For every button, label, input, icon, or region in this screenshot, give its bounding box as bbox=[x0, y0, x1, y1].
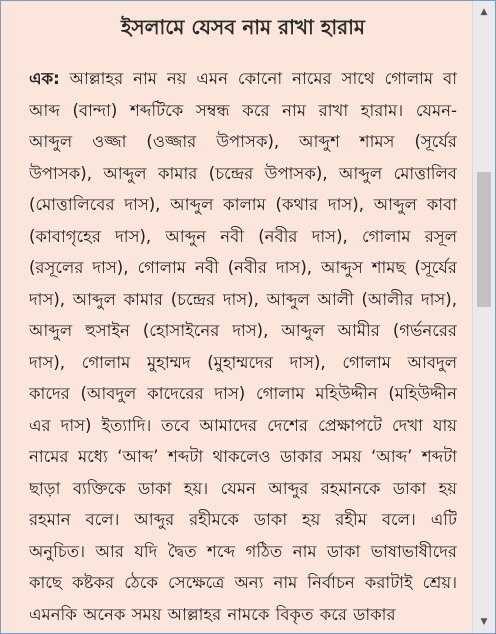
scroll-down-arrow-icon[interactable]: ▼ bbox=[480, 617, 488, 627]
paragraph-line: কাদের (আবদুল কাদেরের দাস) গোলাম মহিউদ্দীন (মহিউদ্দীন bbox=[29, 384, 457, 403]
paragraph-line: (রসূলের দাস), গোলাম নবী (নবীর দাস), আব্দুস শামছ (সূর্যের bbox=[29, 258, 457, 277]
paragraph-line: উপাসক), আব্দুল কামার (চন্দ্রের উপাসক), আব্দুল মোত্তালিব bbox=[29, 163, 457, 183]
scroll-up-arrow-icon[interactable]: ▲ bbox=[480, 7, 488, 17]
paragraph-line: দাস), গোলাম মুহাম্মদ (মুহাম্মদের দাস), গোলাম আবদুল bbox=[29, 352, 457, 372]
scrollbar-thumb[interactable] bbox=[477, 172, 491, 307]
point-label: এক: bbox=[29, 69, 60, 88]
paragraph-line: এর দাস) ইত্যাদি। তবে আমাদের দেশের প্রেক্ষাপটে দেখা যায় bbox=[29, 415, 457, 435]
article-title: ইসলামে যেসব নাম রাখা হারাম bbox=[120, 15, 366, 39]
paragraph-line: এক: আল্লাহর নাম নয় এমন কোনো নামের সাথে গোলাম বা bbox=[29, 69, 457, 88]
article-paragraph bbox=[29, 63, 457, 630]
paragraph-line: রহমান বলে। আব্দুর রহীমকে ডাকা হয় রহীম বলে। এটি bbox=[29, 510, 457, 529]
paragraph-line: কাছে কষ্টকর ঠেকে সেক্ষেত্রে অন্য নাম নির্বাচন করাটাই শ্রেয়। bbox=[29, 573, 457, 592]
vertical-scrollbar[interactable] bbox=[472, 1, 495, 633]
paragraph-line: অনুচিত। আর যদি দ্বৈত শব্দে গঠিত নাম ডাকা ভাষাভাষীদের bbox=[29, 541, 457, 561]
paragraph-line: দাস), আব্দুল কামার (চন্দ্রের দাস), আব্দুল আলী (আলীর দাস), bbox=[29, 289, 457, 309]
paragraph-line: আব্দ (বান্দা) শব্দটিকে সম্বন্ধ করে নাম রাখা হারাম। যেমন- bbox=[29, 100, 457, 120]
paragraph-line: (কাবাগৃহের দাস), আব্দুন নবী (নবীর দাস), গোলাম রসূল bbox=[29, 226, 457, 246]
article-content bbox=[1, 1, 471, 633]
paragraph-line: আব্দুল ওজ্জা (ওজ্জার উপাসক), আব্দুশ শামস (সূর্যের bbox=[29, 132, 457, 151]
paragraph-line: ছাড়া ব্যক্তিকে ডাকা হয়। যেমন আব্দুর রহমানকে ডাকা হয় bbox=[29, 478, 457, 498]
paragraph-line: নামের মধ্যে ‘আব্দ’ শব্দটা থাকলেও ডাকার সময় ‘আব্দ’ শব্দটা bbox=[29, 447, 457, 466]
paragraph-line: এমনকি অনেক সময় আল্লাহর নামকে বিকৃত করে ডাকার bbox=[29, 604, 396, 624]
paragraph-line: (মোত্তালিবের দাস), আব্দুল কালাম (কথার দাস), আব্দুল কাবা bbox=[29, 195, 457, 214]
paragraph-line: আব্দুল হুসাইন (হোসাইনের দাস), আব্দুল আমীর (গর্ভনরের bbox=[29, 321, 457, 340]
